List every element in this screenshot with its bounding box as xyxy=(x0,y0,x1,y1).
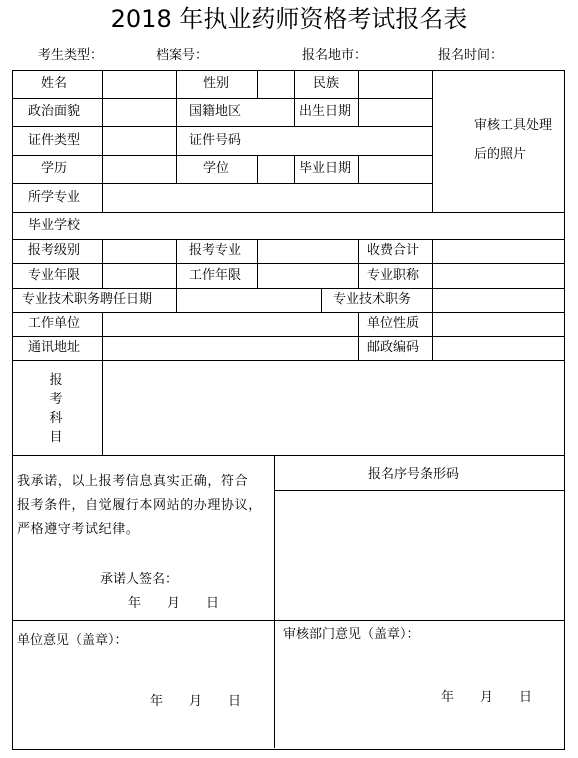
exam-major-label: 报考专业 xyxy=(189,243,242,258)
col-line xyxy=(432,70,433,213)
grad-date-label: 毕业日期 xyxy=(299,161,352,176)
pledge-text xyxy=(17,470,271,542)
id-type-label: 证件类型 xyxy=(28,133,81,148)
pledge-line-2: 报考条件，自觉履行本网站的办理协议， xyxy=(17,498,262,513)
id-no-label: 证件号码 xyxy=(189,133,242,148)
pledge-date: 年 月 日 xyxy=(128,596,220,611)
col-line xyxy=(102,70,103,213)
row-line xyxy=(12,360,564,361)
col-line xyxy=(257,155,258,184)
col-line xyxy=(358,155,359,184)
col-line xyxy=(358,312,359,361)
photo-hint-line2: 后的照片 xyxy=(474,147,527,162)
barcode-label: 报名序号条形码 xyxy=(368,467,460,482)
col-line xyxy=(257,239,258,289)
name-label: 姓名 xyxy=(41,76,68,91)
address-label: 通讯地址 xyxy=(28,340,81,355)
row-line xyxy=(12,336,564,337)
form-title: 2018 年执业药师资格考试报名表 xyxy=(110,5,468,33)
time-label: 报名时间： xyxy=(438,48,504,63)
col-line xyxy=(102,312,103,361)
years-work-label: 工作年限 xyxy=(189,268,242,283)
row-line xyxy=(12,620,564,621)
education-label: 学历 xyxy=(41,161,68,176)
row-line xyxy=(12,288,564,289)
col-line xyxy=(432,288,433,313)
row-line xyxy=(12,98,432,99)
row-line xyxy=(12,312,564,313)
subjects-label: 报考科目 xyxy=(49,373,63,445)
row-line xyxy=(12,183,432,184)
col-line xyxy=(432,312,433,361)
years-major-label: 专业年限 xyxy=(28,268,81,283)
col-line xyxy=(321,288,322,313)
row-line xyxy=(12,126,432,127)
col-line xyxy=(294,155,295,184)
fee-label: 收费合计 xyxy=(367,243,420,258)
col-line xyxy=(176,288,177,313)
professional-title-label: 专业职称 xyxy=(367,268,420,283)
appoint-date-label: 专业技术职务聘任日期 xyxy=(22,292,153,307)
row-line xyxy=(12,239,564,240)
col-line xyxy=(102,239,103,289)
major-label: 所学专业 xyxy=(28,190,81,205)
unit-opinion-date: 年 月 日 xyxy=(150,694,242,709)
pledge-line-3: 严格遵守考试纪律。 xyxy=(17,522,140,537)
row-line xyxy=(274,490,564,491)
review-opinion-label: 审核部门意见（盖章）： xyxy=(283,627,420,642)
col-line xyxy=(358,239,359,289)
employer-type-label: 单位性质 xyxy=(367,316,420,331)
row-line xyxy=(12,212,564,213)
ethnicity-label: 民族 xyxy=(313,76,340,91)
row-line xyxy=(12,155,432,156)
row-line xyxy=(12,455,564,456)
location-label: 报名地市： xyxy=(302,48,368,63)
file-no-label: 档案号： xyxy=(156,48,209,63)
exam-type-label: 考生类型： xyxy=(38,48,104,63)
col-line xyxy=(294,70,295,127)
col-line xyxy=(257,70,258,99)
political-label: 政治面貌 xyxy=(28,104,81,119)
pledge-line-1: 我承诺，以上报考信息真实正确，符合 xyxy=(17,474,249,489)
level-label: 报考级别 xyxy=(28,243,81,258)
employer-label: 工作单位 xyxy=(28,316,81,331)
degree-label: 学位 xyxy=(203,161,230,176)
signer-label: 承诺人签名： xyxy=(100,572,179,587)
review-opinion-date: 年 月 日 xyxy=(441,690,533,705)
tech-post-label: 专业技术职务 xyxy=(333,292,412,307)
birth-date-label: 出生日期 xyxy=(299,104,352,119)
postcode-label: 邮政编码 xyxy=(367,340,420,355)
col-line xyxy=(176,70,177,183)
col-line xyxy=(358,70,359,127)
row-line xyxy=(12,263,564,264)
photo-hint-line1: 审核工具处理 xyxy=(474,118,553,133)
col-line xyxy=(102,360,103,456)
nationality-label: 国籍地区 xyxy=(189,104,242,119)
col-line xyxy=(432,239,433,289)
school-label: 毕业学校 xyxy=(28,218,81,233)
col-line xyxy=(176,239,177,289)
col-line xyxy=(274,455,275,748)
gender-label: 性别 xyxy=(203,76,230,91)
unit-opinion-label: 单位意见（盖章）： xyxy=(17,633,128,648)
